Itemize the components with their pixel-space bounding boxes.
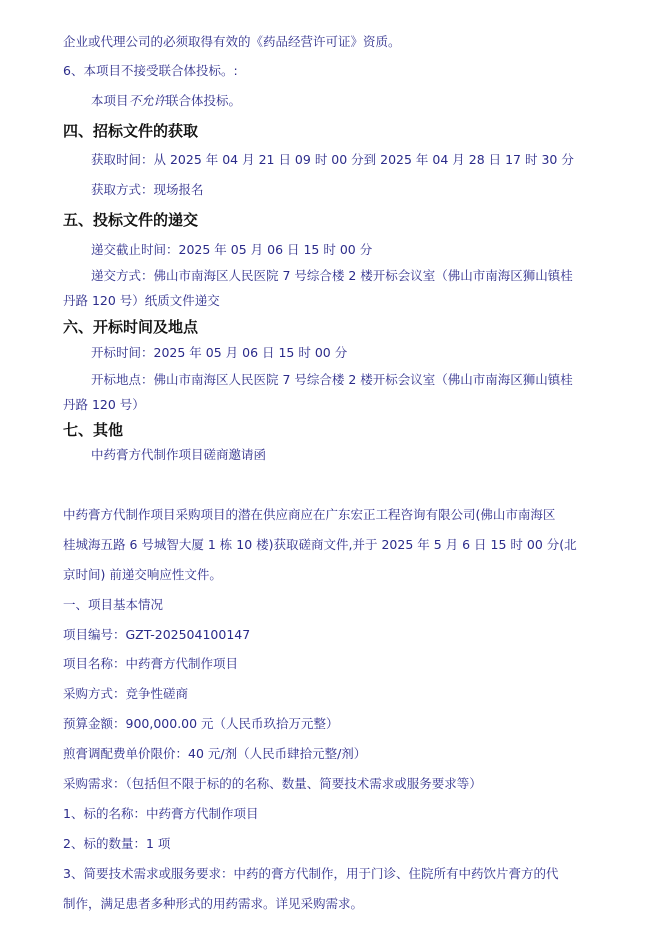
opening-time-line: 开标时间：2025 年 05 月 06 日 15 时 00 分	[91, 345, 348, 360]
acquire-time-line: 获取时间：从 2025 年 04 月 21 日 09 时 00 分到 2025 年 04 月 28 日 17 时 30 分	[91, 152, 574, 167]
invitation-intro-line-2: 桂城海五路 6 号城智大厦 1 栋 10 楼)获取磋商文件,并于 2025 年 5 月 6 日 15 时 00 分(北	[63, 537, 577, 552]
item-6-line: 6、本项目不接受联合体投标。:	[63, 63, 238, 78]
consortium-prefix: 本项目	[91, 93, 129, 108]
section-7-heading: 七、其他	[63, 421, 124, 439]
item-1-line: 1、标的名称：中药膏方代制作项目	[63, 806, 259, 821]
budget-line: 预算金额：900,000.00 元（人民币玖拾万元整）	[63, 716, 339, 731]
invitation-intro-line-3: 京时间) 前递交响应性文件。	[63, 567, 222, 582]
project-name-line: 项目名称：中药膏方代制作项目	[63, 656, 239, 671]
invitation-title: 中药膏方代制作项目磋商邀请函	[91, 447, 267, 462]
acquire-method-line: 获取方式：现场报名	[91, 182, 204, 197]
invitation-intro-line-1: 中药膏方代制作项目采购项目的潜在供应商应在广东宏正工程咨询有限公司(佛山市南海区	[63, 507, 556, 522]
item-3-line-2: 制作，满足患者多种形式的用药需求。详见采购需求。	[63, 896, 364, 911]
procurement-demand-line: 采购需求：（包括但不限于标的的名称、数量、简要技术需求或服务要求等）	[63, 776, 482, 791]
consortium-suffix: 联合体投标。	[166, 93, 242, 108]
section-5-heading: 五、投标文件的递交	[63, 211, 199, 229]
submit-method-line-1: 递交方式：佛山市南海区人民医院 7 号综合楼 2 楼开标会议室（佛山市南海区狮山镇桂	[91, 268, 573, 283]
section-4-heading: 四、招标文件的获取	[63, 122, 199, 140]
opening-place-line-2: 丹路 120 号）	[63, 397, 145, 412]
submit-deadline-line: 递交截止时间：2025 年 05 月 06 日 15 时 00 分	[91, 242, 373, 257]
basic-info-heading: 一、项目基本情况	[63, 597, 164, 612]
item-2-line: 2、标的数量：1 项	[63, 836, 171, 851]
submit-method-line-2: 丹路 120 号）纸质文件递交	[63, 293, 220, 308]
qualification-line: 企业或代理公司的必须取得有效的《药品经营许可证》资质。	[63, 34, 401, 49]
unit-price-limit-line: 煎膏调配费单价限价：40 元/剂（人民币肆拾元整/剂）	[63, 746, 367, 761]
consortium-line	[91, 93, 241, 109]
procurement-method-line: 采购方式：竞争性磋商	[63, 686, 189, 701]
item-3-line-1: 3、简要技术需求或服务要求：中药的膏方代制作，用于门诊、住院所有中药饮片膏方的代	[63, 866, 559, 881]
project-number-line: 项目编号：GZT-202504100147	[63, 627, 251, 642]
opening-place-line-1: 开标地点：佛山市南海区人民医院 7 号综合楼 2 楼开标会议室（佛山市南海区狮山镇桂	[91, 372, 573, 387]
consortium-value: 不允许	[128, 93, 167, 108]
section-6-heading: 六、开标时间及地点	[63, 318, 199, 336]
